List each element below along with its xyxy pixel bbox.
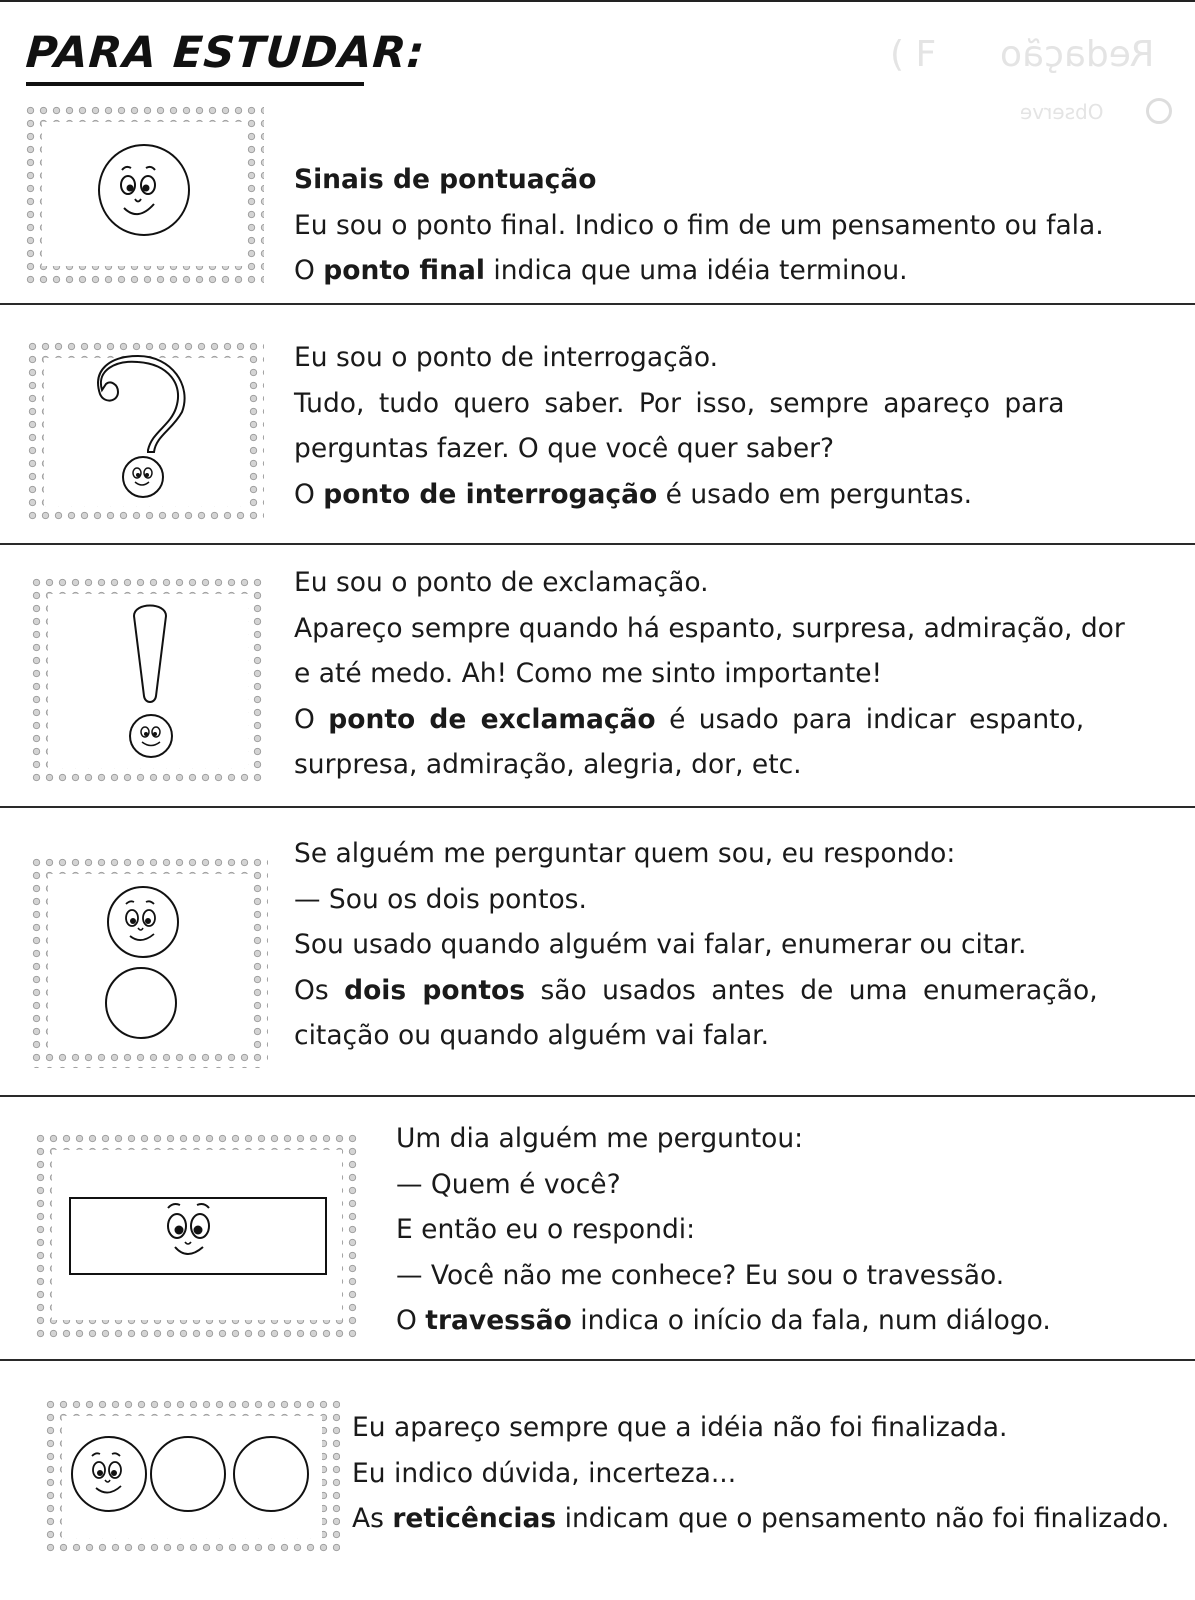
text-line: Eu sou o ponto final. Indico o fim de um pensamento ou fala. (294, 209, 1104, 241)
summary-line: O travessão indica o início da fala, num diálogo. (396, 1305, 1051, 1336)
smiling-question-mark-icon (26, 340, 264, 528)
question-mark-illustration (26, 340, 264, 524)
summary-line: Os dois pontos são usados antes de uma enumeração, (294, 974, 1098, 1006)
section-ponto-final (294, 157, 1104, 294)
page-title: PARA ESTUDAR: (24, 28, 427, 78)
text-line: — Sou os dois pontos. (294, 883, 587, 915)
text-line: — Você não me conhece? Eu sou o travessão. (396, 1259, 1005, 1291)
text-line: Eu apareço sempre que a idéia não foi finalizada. (352, 1412, 1008, 1443)
section-divider (0, 806, 1195, 808)
text-line: Tudo, tudo quero saber. Por isso, sempre apareço para (294, 387, 1065, 419)
section-reticencias (352, 1405, 1169, 1542)
section-divider (0, 543, 1195, 545)
text-line: Um dia alguém me perguntou: (396, 1123, 804, 1154)
dash-illustration (34, 1132, 360, 1338)
smiling-period-icon (24, 104, 264, 288)
title-underline (26, 82, 364, 86)
section-divider (0, 1359, 1195, 1361)
summary-line: As reticências indicam que o pensamento não foi finalizado. (352, 1503, 1170, 1534)
text-line: Eu sou o ponto de exclamação. (294, 567, 709, 598)
smiling-dash-icon (34, 1132, 360, 1342)
text-line: citação ou quando alguém vai falar. (294, 1020, 770, 1051)
colon-illustration (30, 856, 268, 1068)
key-term: reticências (392, 1503, 557, 1534)
text-line: Apareço sempre quando há espanto, surpresa, admiração, dor (294, 612, 1125, 644)
key-term: ponto de interrogação (323, 478, 658, 510)
summary-line: O ponto de interrogação é usado em perguntas. (294, 478, 973, 510)
exclamation-mark-illustration (30, 576, 266, 786)
key-term: dois pontos (344, 974, 526, 1006)
ghost-bleed-subtext: Observe (1020, 100, 1104, 124)
section-ponto-exclamacao (294, 560, 1126, 788)
top-rule (0, 0, 1195, 2)
text-line: Eu indico dúvida, incerteza... (352, 1457, 737, 1489)
section-travessao (396, 1116, 1051, 1344)
text-line: surpresa, admiração, alegria, dor, etc. (294, 749, 802, 780)
summary-line: O ponto de exclamação é usado para indicar espanto, (294, 703, 1085, 735)
text-line: Eu sou o ponto de interrogação. (294, 342, 719, 373)
text-line: perguntas fazer. O que você quer saber? (294, 433, 835, 464)
key-term: ponto de exclamação (328, 703, 656, 735)
smiling-ellipsis-icon (44, 1398, 340, 1560)
ghost-bleed-text: Redação (1000, 34, 1155, 75)
period-illustration (24, 104, 264, 284)
text-line: e até medo. Ah! Como me sinto importante! (294, 658, 883, 689)
summary-line: O ponto final indica que uma idéia terminou. (294, 255, 908, 286)
text-line: — Quem é você? (396, 1168, 621, 1200)
ellipsis-illustration (44, 1398, 340, 1556)
key-term: ponto final (323, 255, 485, 286)
smiling-colon-icon (30, 856, 268, 1072)
section-divider (0, 1095, 1195, 1097)
section-dois-pontos (294, 831, 1126, 1059)
text-line: Se alguém me perguntar quem sou, eu respondo: (294, 838, 956, 869)
ghost-bullet-icon (1146, 98, 1172, 124)
text-line: E então eu o respondi: (396, 1214, 696, 1245)
section-heading: Sinais de pontuação (294, 164, 597, 195)
ghost-bleed-text-2: ( F (890, 34, 937, 75)
smiling-exclamation-mark-icon (30, 576, 266, 790)
section-ponto-interrogacao (294, 335, 1126, 517)
key-term: travessão (425, 1305, 572, 1336)
text-line: Sou usado quando alguém vai falar, enumerar ou citar. (294, 929, 1027, 960)
section-divider (0, 303, 1195, 305)
